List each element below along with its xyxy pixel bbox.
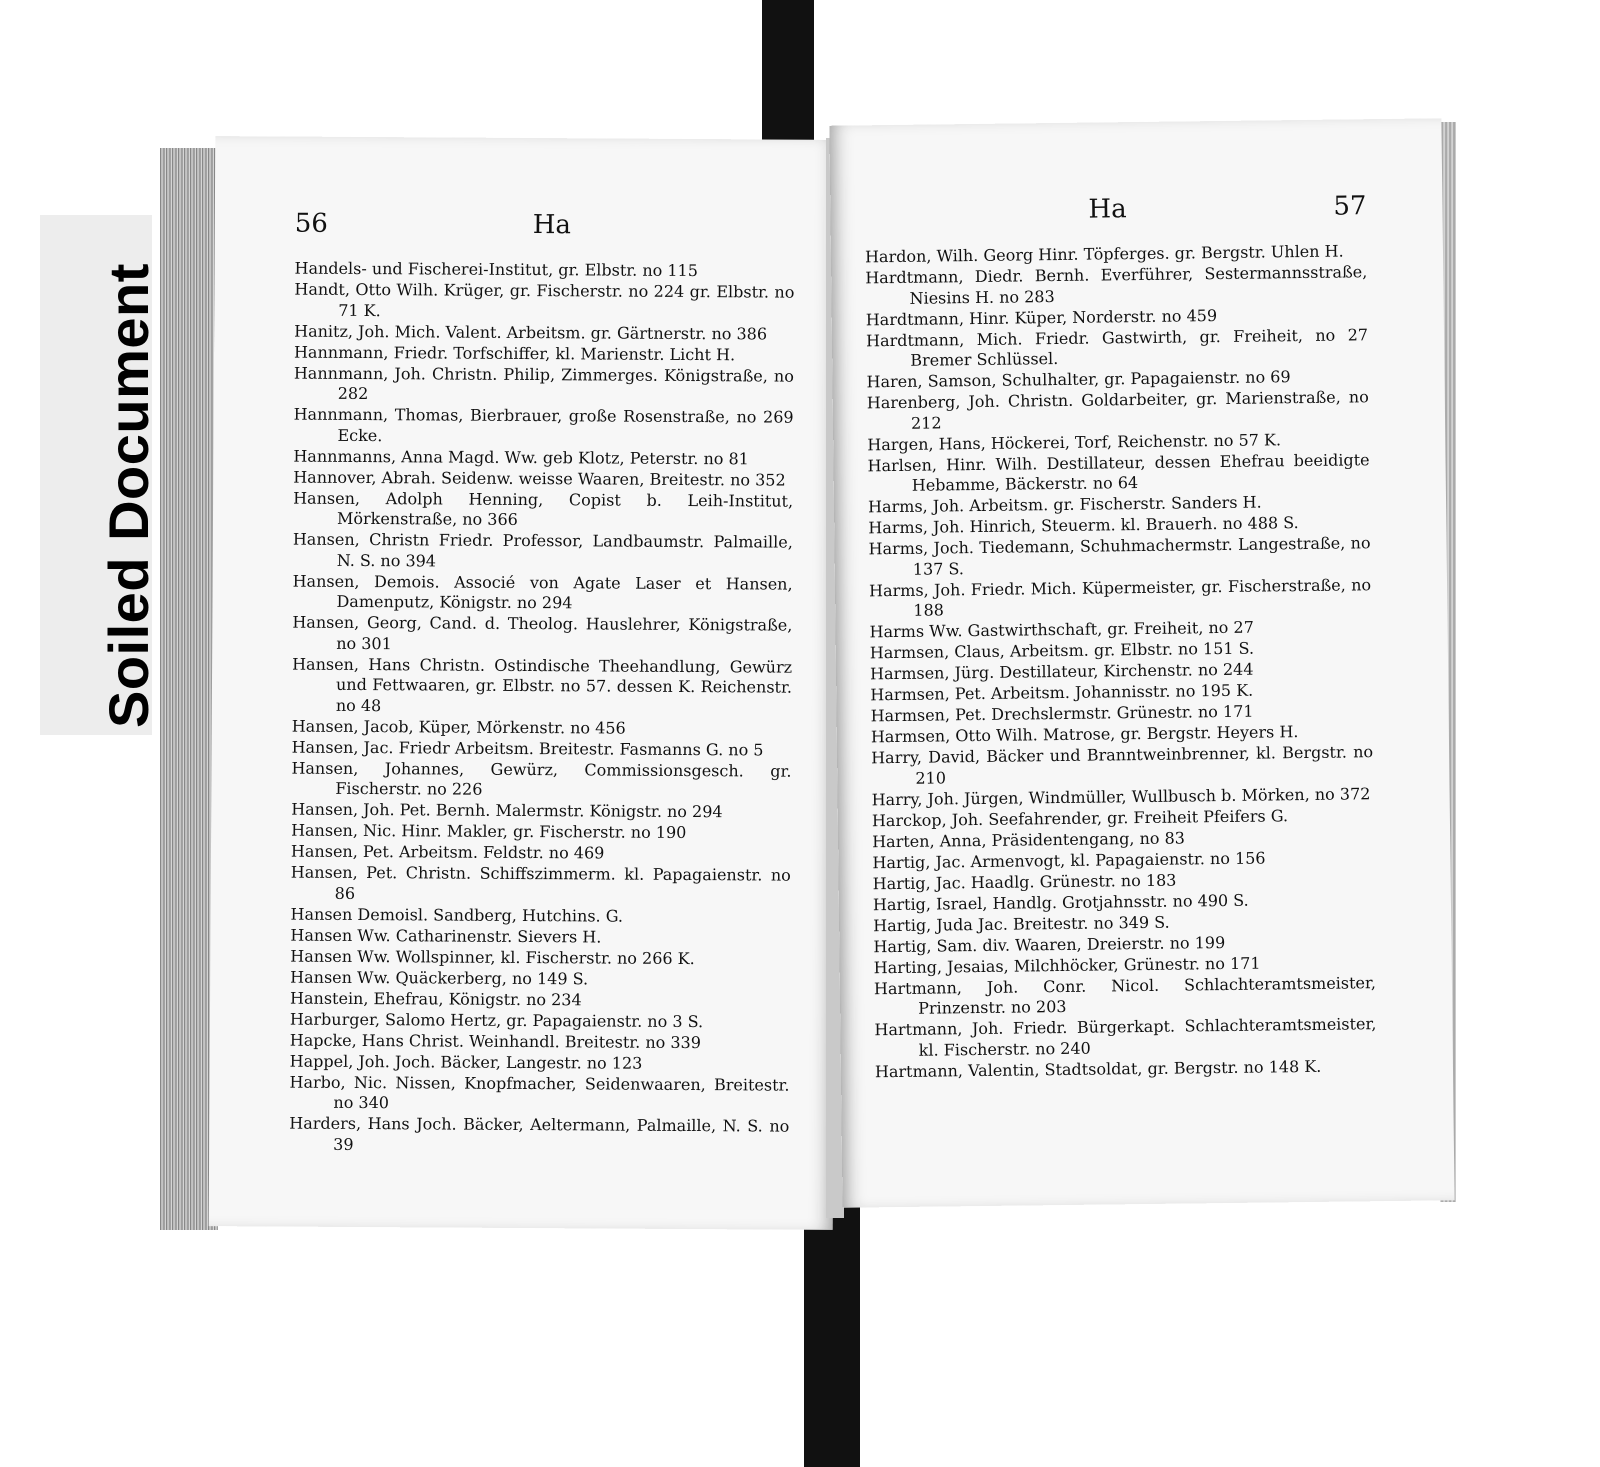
- directory-entry: Harting, Jesaias, Milchhöcker, Grünestr. no 171: [873, 953, 1261, 977]
- directory-entry: Hanitz, Joh. Mich. Valent. Arbeitsm. gr. Gärtnerstr. no 386: [294, 321, 768, 343]
- directory-entry: Hansen, Jac. Friedr Arbeitsm. Breitestr. Fasmanns G. no 5: [291, 737, 764, 759]
- binding-strap-bottom: [804, 1205, 860, 1467]
- directory-entry: Hardtmann, Mich. Friedr. Gastwirth, gr. Freiheit, no 27 Bremer Schlüssel.: [865, 324, 1369, 370]
- directory-entry: Hardon, Wilh. Georg Hinr. Töpferges. gr. Bergstr. Uhlen H.: [864, 241, 1344, 267]
- running-header: Ha: [1088, 194, 1127, 225]
- directory-entry: Hansen, Johannes, Gewürz, Commissionsgesch. gr. Fischerstr. no 226: [291, 758, 792, 799]
- directory-entry: Hannmanns, Anna Magd. Ww. geb Klotz, Peterstr. no 81: [293, 446, 749, 468]
- binding-strap-top: [762, 0, 814, 150]
- directory-entry: Hartmann, Joh. Conr. Nicol. Schlachteramtsmeister, Prinzenstr. no 203: [873, 972, 1377, 1018]
- directory-entry: Hansen, Nic. Hinr. Makler, gr. Fischerstr. no 190: [291, 820, 687, 842]
- directory-entry: Hansen, Pet. Christn. Schiffszimmerm. kl. Papagaienstr. no 86: [290, 862, 791, 903]
- directory-entry: Harburger, Salomo Hertz, gr. Papagaienstr. no 3 S.: [289, 1009, 704, 1031]
- directory-entry: Hannover, Abrah. Seidenw. weisse Waaren, Breitestr. no 352: [293, 467, 786, 490]
- directory-entry: Hartig, Israel, Handlg. Grotjahnsstr. no 490 S.: [872, 890, 1249, 914]
- page-number: 56: [294, 208, 328, 239]
- directory-entry: Hansen, Demois. Associé von Agate Laser et Hansen, Damenputz, Königstr. no 294: [292, 571, 793, 613]
- directory-entry: Handels- und Fischerei-Institut, gr. Elbstr. no 115: [294, 258, 698, 281]
- directory-entry: Handt, Otto Wilh. Krüger, gr. Fischerstr. no 224 gr. Elbstr. no 71 K.: [294, 279, 795, 320]
- directory-entry: Hansen, Georg, Cand. d. Theolog. Hauslehrer, Königstraße, no 301: [292, 612, 793, 653]
- directory-entry: Hardtmann, Hinr. Küper, Norderstr. no 459: [865, 305, 1218, 329]
- directory-entry: Harms, Joh. Hinrich, Steuerm. kl. Brauerh. no 488 S.: [868, 513, 1299, 538]
- directory-entries: [865, 241, 1377, 1083]
- directory-entry: Hannmann, Friedr. Torfschiffer, kl. Marienstr. Licht H.: [293, 342, 736, 364]
- directory-entry: Hartmann, Valentin, Stadtsoldat, gr. Bergstr. no 148 K.: [874, 1056, 1322, 1081]
- directory-entry: Happel, Joh. Joch. Bäcker, Langestr. no 123: [289, 1051, 643, 1073]
- directory-entry: Harms Ww. Gastwirthschaft, gr. Freiheit, no 27: [869, 617, 1254, 642]
- directory-entry: Hansen Ww. Quäckerberg, no 149 S.: [290, 967, 589, 988]
- page-number: 57: [1333, 191, 1367, 222]
- directory-entry: Harms, Joh. Arbeitsm. gr. Fischerstr. Sanders H.: [867, 492, 1262, 517]
- directory-entry: Harckop, Joh. Seefahrender, gr. Freiheit Pfeifers G.: [871, 805, 1289, 830]
- right-page: [829, 118, 1454, 1207]
- directory-entry: Harmsen, Otto Wilh. Matrose, gr. Bergstr. Heyers H.: [870, 722, 1299, 747]
- directory-entry: Harmsen, Claus, Arbeitsm. gr. Elbstr. no 151 S.: [869, 638, 1255, 663]
- directory-entry: Hansen, Christn Friedr. Professor, Landbaumstr. Palmaille, N. S. no 394: [292, 529, 793, 570]
- directory-entry: Hartig, Sam. div. Waaren, Dreierstr. no 199: [873, 932, 1226, 956]
- directory-entry: Hargen, Hans, Höckerei, Torf, Reichenstr. no 57 K.: [867, 429, 1282, 454]
- directory-entry: Harmsen, Pet. Arbeitsm. Johannisstr. no 195 K.: [870, 680, 1254, 705]
- directory-entry: Hansen, Jacob, Küper, Mörkenstr. no 456: [291, 716, 626, 738]
- directory-entry: Harry, Joh. Jürgen, Windmüller, Wullbusch b. Mörken, no 372: [871, 783, 1371, 809]
- running-header: Ha: [532, 210, 572, 241]
- directory-entry: Harms, Joch. Tiedemann, Schuhmachermstr. Langestraße, no 137 S.: [868, 533, 1371, 579]
- directory-entries: [289, 259, 794, 1159]
- directory-entry: Hapcke, Hans Christ. Weinhandl. Breitestr. no 339: [289, 1030, 701, 1052]
- directory-entry: Hansen Ww. Wollspinner, kl. Fischerstr. no 266 K.: [290, 946, 695, 968]
- directory-entry: Hanstein, Ehefrau, Königstr. no 234: [290, 988, 582, 1009]
- directory-entry: Hartig, Jac. Armenvogt, kl. Papagaienstr. no 156: [872, 848, 1266, 872]
- directory-entry: Harmsen, Pet. Drechslermstr. Grünestr. no 171: [870, 701, 1254, 726]
- directory-entry: Hansen, Joh. Pet. Bernh. Malermstr. Königstr. no 294: [291, 799, 723, 822]
- directory-entry: Hansen, Hans Christn. Ostindische Theehandlung, Gewürz und Fettwaaren, gr. Elbstr. no 57. dessen K. Reichenstr. no 48: [292, 654, 793, 715]
- directory-entry: Harlsen, Hinr. Wilh. Destillateur, dessen Ehefrau beeidigte Hebamme, Bäckerstr. no 64: [867, 449, 1370, 495]
- soiled-document-stamp: Soiled Document: [97, 263, 160, 728]
- directory-entry: Hannmann, Joh. Christn. Philip, Zimmerges. Königstraße, no 282: [293, 363, 794, 404]
- directory-entry: Hardtmann, Diedr. Bernh. Everführer, Sestermannsstraße, Niesins H. no 283: [865, 262, 1368, 308]
- directory-entry: Haren, Samson, Schulhalter, gr. Papagaienstr. no 69: [866, 367, 1291, 392]
- directory-entry: Harmsen, Jürg. Destillateur, Kirchenstr. no 244: [869, 659, 1254, 684]
- directory-entry: Harry, David, Bäcker und Branntweinbrenner, kl. Bergstr. no 210: [871, 742, 1374, 788]
- directory-entry: Harenberg, Joh. Christn. Goldarbeiter, gr. Marienstraße, no 212: [866, 387, 1369, 433]
- directory-entry: Harms, Joh. Friedr. Mich. Küpermeister, gr. Fischerstraße, no 188: [868, 574, 1372, 620]
- directory-entry: Hannmann, Thomas, Bierbrauer, große Rosenstraße, no 269 Ecke.: [293, 404, 794, 445]
- directory-entry: Harten, Anna, Präsidentengang, no 83: [872, 827, 1186, 851]
- directory-entry: Hartmann, Joh. Friedr. Bürgerkapt. Schlachteramtsmeister, kl. Fischerstr. no 240: [874, 1014, 1377, 1060]
- directory-entry: Hansen, Adolph Henning, Copist b. Leih-Institut, Mörkenstraße, no 366: [293, 488, 794, 529]
- directory-entry: Hartig, Jac. Haadlg. Grünestr. no 183: [872, 870, 1177, 893]
- directory-entry: Hartig, Juda Jac. Breitestr. no 349 S.: [873, 912, 1170, 935]
- directory-entry: Hansen Demoisl. Sandberg, Hutchins. G.: [290, 904, 624, 926]
- directory-entry: Harbo, Nic. Nissen, Knopfmacher, Seidenwaaren, Breitestr. no 340: [289, 1072, 790, 1113]
- directory-entry: Hansen Ww. Catharinenstr. Sievers H.: [290, 925, 602, 946]
- left-page: [209, 136, 840, 1230]
- directory-entry: Harders, Hans Joch. Bäcker, Aeltermann, Palmaille, N. S. no 39: [289, 1113, 790, 1154]
- directory-entry: Hansen, Pet. Arbeitsm. Feldstr. no 469: [290, 841, 605, 863]
